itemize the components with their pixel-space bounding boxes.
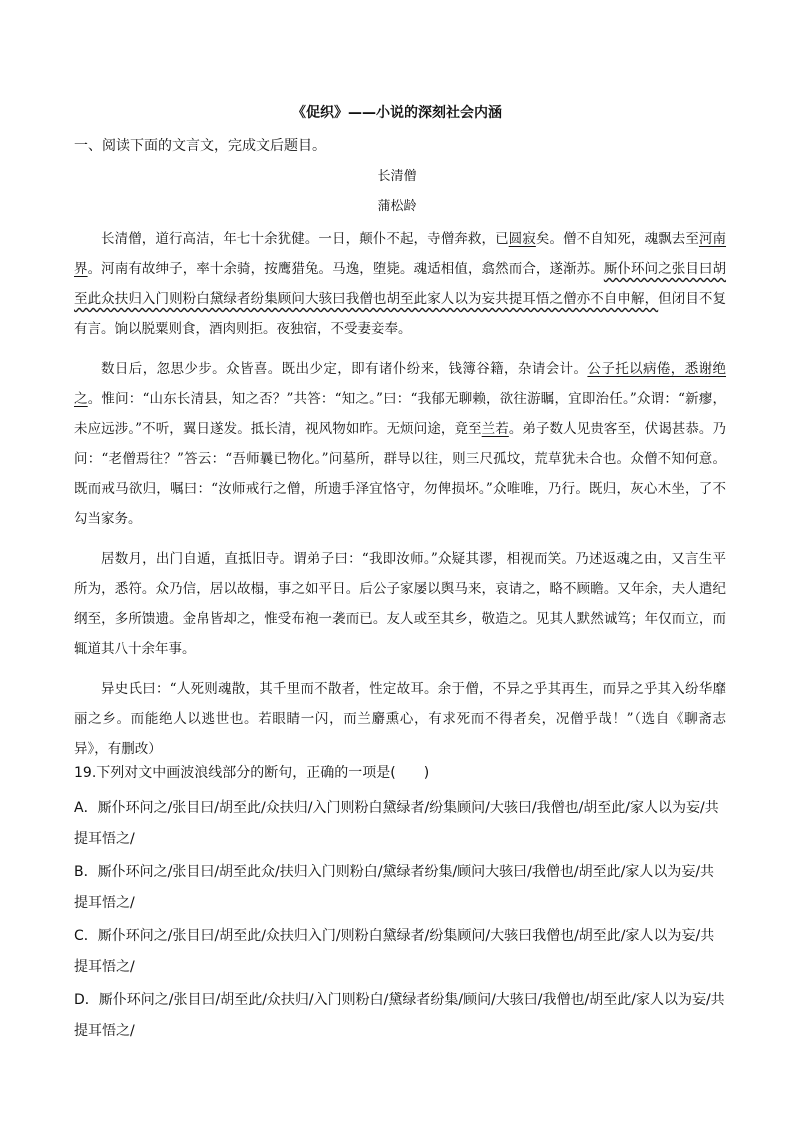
text-span: 矣。僧不自知死，魂飘去至 [535,231,699,247]
option-a[interactable]: A．厮仆环问之/张目曰/胡至此/众扶归/入门则粉白黛绿者/纷集顾问/大骇曰/我僧也/胡至此/家人以为妄/共提耳悟之/ [74,800,719,847]
underlined-term: 兰若 [481,421,509,437]
document-title: 《促织》——小说的深刻社会内涵 [292,105,502,121]
paragraph-3: 居数月，出门自遁，直抵旧寺。谓弟子曰：“我即汝师。”众疑其谬，相视而笑。乃述返魂之由，又言生平所为，悉符。众乃信，居以故榻，事之如平日。后公子家屡以舆马来，哀请之，略不顾瞻。又年余，夫人遣纪纲至，多所馈遗。金帛皆却之，惟受布袍一袭而已。友人或至其乡，敬造之。见其人默然诚笃；年仅而立，而辄道其八十余年事。 [74,551,726,657]
underlined-term: 圆寂 [508,231,536,247]
passage-author: 蒲松龄 [377,199,417,214]
paragraph-4: 异史氏曰：“人死则魂散，其千里而不散者，性定故耳。余于僧，不异之乎其再生，而异之乎其入纷华靡丽之乡。而能绝人以逃世也。若眼睛一闪，而兰麝熏心，有求死而不得者矣，况僧乎哉！”（选自《聊斋志异》，有删改） [74,681,726,757]
option-b[interactable]: B．厮仆环问之/张目曰/胡至此众/扶归入门则粉白/黛绿者纷集/顾问大骇曰/我僧也/胡至此/家人以为妄/共提耳悟之/ [74,864,715,911]
classical-passage [74,224,726,774]
option-d[interactable]: D．厮仆环问之/张目曰/胡至此/众扶归/入门则粉白/黛绿者纷集/顾问/大骇曰/我僧也/胡至此/家人以为妄/共提耳悟之/ [74,992,725,1039]
passage-title: 长清僧 [377,169,417,184]
option-c[interactable]: C．厮仆环问之/张目曰/胡至此/众扶归入门/则粉白黛绿者/纷集顾问/大骇曰我僧也/胡至此/家人以为妄/共提耳悟之/ [74,928,715,975]
paragraph-2 [74,354,726,534]
wavy-underlined-sentence: 厮仆环问之张目曰胡至此众扶归入门则粉白黛绿者纷集顾问大骇曰我僧也胡至此家人以为妄共提耳悟之僧亦不自申解， [74,261,727,307]
underlined-sentence: 公子托以病倦，悉谢绝之 [74,361,727,407]
text-span: 长清僧，道行高洁，年七十余犹健。一日，颠仆不起，寺僧奔救，已 [101,231,509,247]
text-span: 。弟子数人见贵客至，伏谒甚恭。乃问：“老僧焉往？”答云：“吾师曩已物化。”问墓所，群导以往，则三尺孤坟，荒草犹未合也。众僧不知何意。既而戒马欲归，嘱曰：“汝师戒行之僧，所遗手泽宜恪守，勿俾损坏。”众唯唯，乃行。既归，灰心木坐，了不勾当家务。 [74,421,727,527]
paragraph-1 [74,224,726,344]
question-stem: 19.下列对文中画波浪线部分的断句，正确的一项是( ) [74,765,430,781]
text-span: 。河南有故绅子，率十余骑，按鹰猎兔。马逸，堕毙。魂适相值，翕然而合，遂渐苏。 [87,261,604,277]
text-span: 数日后，忽思少步。众皆喜。既出少定，即有诸仆纷来，钱簿谷籍，杂请会计。 [101,361,588,377]
section-instruction: 一、阅读下面的文言文，完成文后题目。 [74,138,326,154]
text-span: 。惟问：“山东长清县，知之否？”共答：“知之。”曰：“我郁无聊赖，欲往游瞩，宜即治任。”众谓：“新瘳，未应远涉。”不听，翼日遂发。抵长清，视风物如昨。无烦问途，竟至 [74,391,727,437]
question-19 [74,758,726,1049]
underlined-term: 河南界 [74,231,727,277]
text-span: 但闭目不复有言。饷以脱粟则食，酒肉则拒。夜独宿，不受妻妾奉。 [74,291,727,337]
